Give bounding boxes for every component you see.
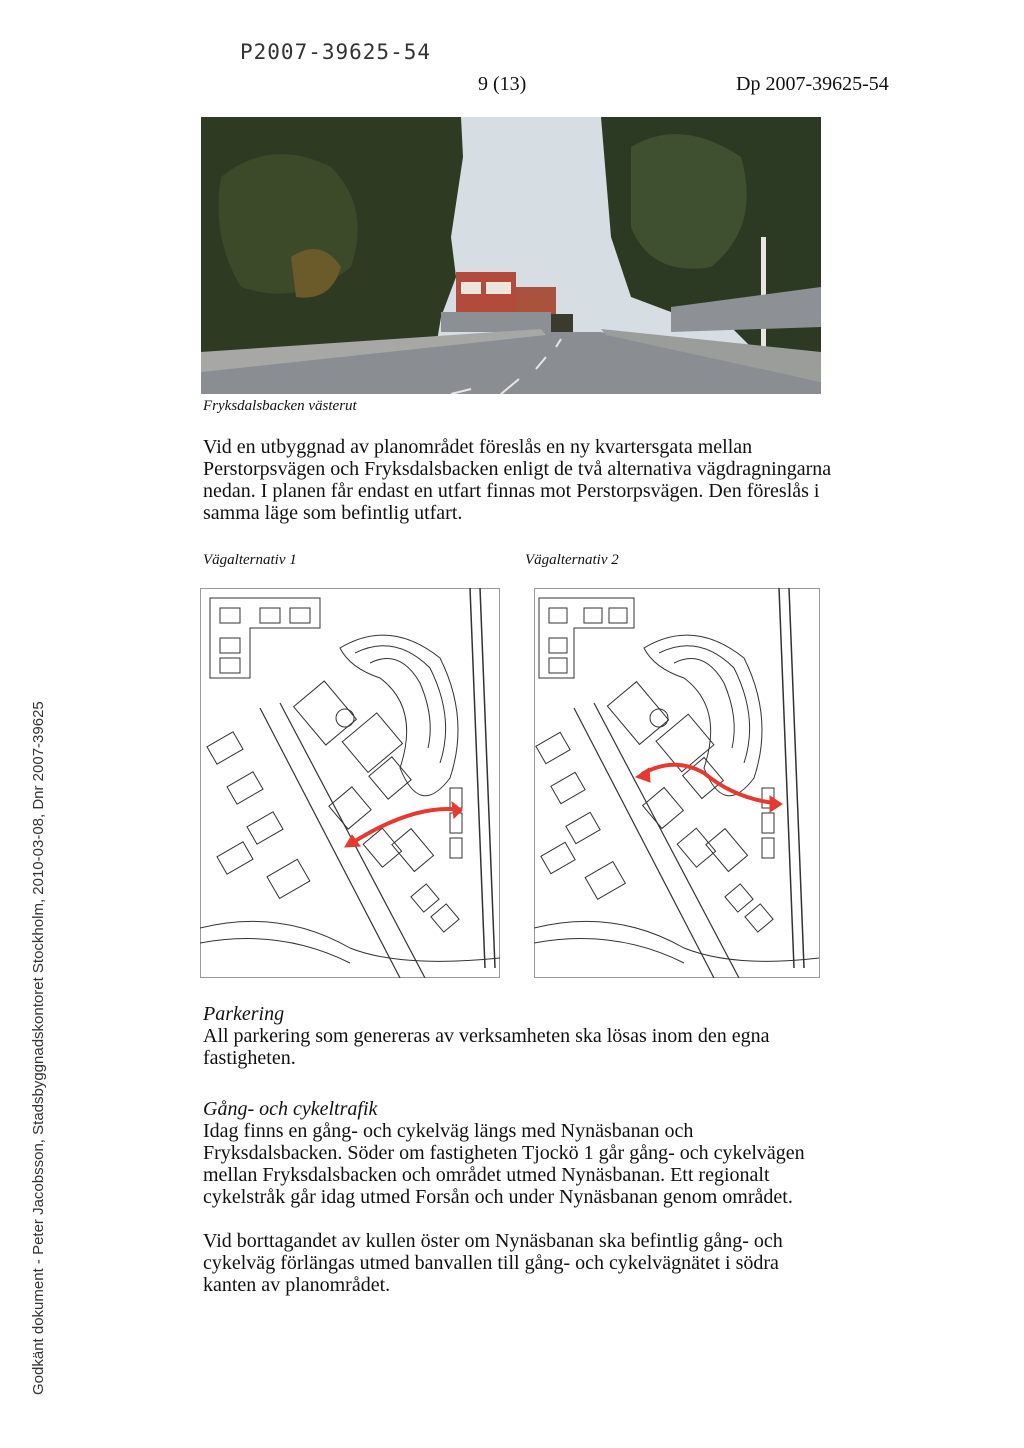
section-heading-walking-cycling: Gång- och cykeltrafik (203, 1098, 378, 1120)
map-caption-1: Vägalternativ 1 (203, 552, 297, 568)
section-heading-parking: Parkering (203, 1003, 285, 1025)
map-alternative-2 (534, 588, 834, 978)
section-paragraph-parking: All parkering som genereras av verksamheten ska lösas inom den egna fastigheten. (203, 1025, 770, 1069)
photo-caption: Fryksdalsbacken västerut (203, 398, 357, 414)
approval-sidebar-text: Godkänt dokument - Peter Jacobsson, Stadsbyggnadskontoret Stockholm, 2010-03-08, Dnr 2007-39625 (30, 701, 47, 1395)
intro-paragraph: Vid en utbyggnad av planområdet föreslås en ny kvartersgata mellan Perstorpsvägen och Fryksdalsbacken enligt de två alternativa vägdragningarna nedan. I planen får endast en utfart finnas mot Perstorpsvägen. Den föreslås i samma läge som befintlig utfart. (203, 436, 832, 524)
map-alternative-1 (200, 588, 500, 978)
map-caption-2: Vägalternativ 2 (525, 552, 619, 568)
street-photo (201, 117, 821, 394)
section-paragraph-walking-cycling-2: Vid borttagandet av kullen öster om Nynäsbanan ska befintlig gång- och cykelväg förlängas utmed banvallen till gång- och cykelvägnätet i södra kanten av planområdet. (203, 1230, 783, 1296)
section-paragraph-walking-cycling-1: Idag finns en gång- och cykelväg längs med Nynäsbanan och Fryksdalsbacken. Söder om fastigheten Tjockö 1 går gång- och cykelvägen mellan Fryksdalsbacken och området utmed Nynäsbanan. Ett regionalt cykelstråk går idag utmed Forsån och under Nynäsbanan genom området. (203, 1120, 805, 1208)
document-stamp: P2007-39625-54 (240, 40, 432, 64)
document-reference: Dp 2007-39625-54 (736, 73, 889, 95)
page-number: 9 (13) (478, 73, 527, 95)
